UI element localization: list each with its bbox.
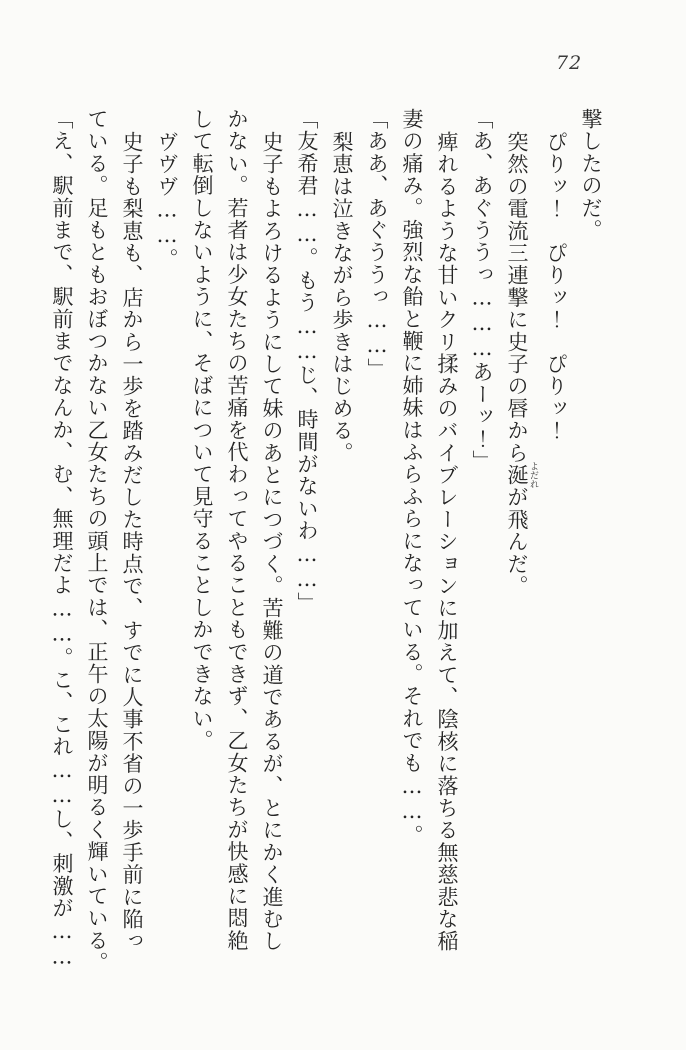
text-column: 突然の電流三連撃に史子の唇から涎 よだれが飛んだ。: [505, 131, 538, 598]
text-column: 「友希君……。もう……じ、時間がないわ……」: [295, 108, 319, 615]
text-column: 史子もよろけるようにして妹のあとにつづく。苦難の道であるが、とにかく進むし: [260, 131, 284, 953]
text-columns: [44, 108, 608, 998]
text-column: 「あ、あぐううっ………あーッ！」: [470, 108, 494, 473]
text-column: 撃したのだ。: [579, 108, 603, 242]
text-column: ている。足もともおぼつかない乙女たちの頭上では、正午の太陽が明るく輝いている。: [85, 108, 109, 974]
page-number: 72: [556, 52, 583, 74]
text-column: 梨恵は泣きながら歩きはじめる。: [330, 131, 354, 464]
text-column: ぴりッ！ ぴりッ！ ぴりッ！: [544, 131, 568, 442]
text-column: 「ああ、あぐううっ……」: [365, 108, 389, 381]
text-column: 「え、駅前まで、駅前までなんか、む、無理だよ……。こ、これ……し、刺激が……: [50, 108, 74, 970]
text-column: 妻の痛み。強烈な飴と鞭に姉妹はふらふらになっている。それでも……。: [400, 108, 424, 847]
text-column: かない。若者は少女たちの苦痛を代わってやることもできず、乙女たちが快感に悶絶: [225, 108, 249, 952]
text-column: して転倒しないように、そばについて見守ることしかできない。: [190, 108, 214, 752]
text-column: 痺れるような甘いクリ揉みのバイブレーションに加えて、陰核に落ちる無慈悲な稲: [435, 131, 459, 953]
text-column: ヴヴヴ……。: [155, 131, 179, 271]
text-column: 史子も梨恵も、店から一歩を踏みだした時点で、すでに人事不省の一歩手前に陥っ: [120, 131, 144, 953]
